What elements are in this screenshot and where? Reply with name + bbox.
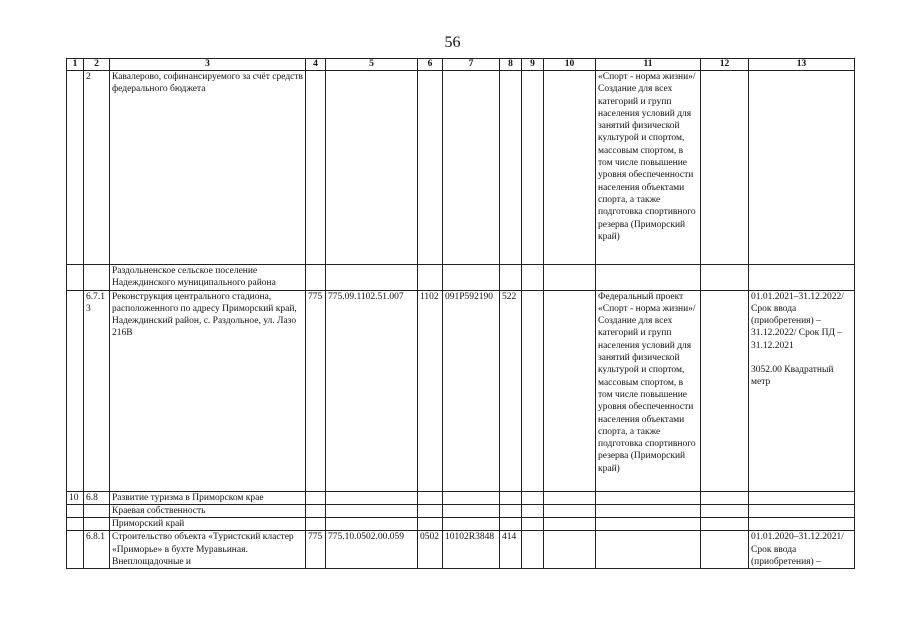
cell-col6 bbox=[418, 265, 443, 291]
cell-code: 2 bbox=[84, 71, 110, 265]
table-row bbox=[67, 71, 855, 265]
cell-dates bbox=[749, 290, 855, 491]
cell-col10 bbox=[544, 71, 596, 265]
table-row bbox=[67, 531, 855, 569]
cell-name: Кавалерово, софинансируемого за счёт средств федерального бюджета bbox=[110, 71, 306, 265]
header-cell: 7 bbox=[443, 59, 500, 71]
header-cell: 12 bbox=[701, 59, 749, 71]
cell-dates: 01.01.2020–31.12.2021/ Срок ввода (приобретения) – bbox=[749, 531, 855, 569]
cell-col7: 091P592190 bbox=[443, 290, 500, 491]
cell-col9 bbox=[522, 504, 544, 517]
table-row bbox=[67, 491, 855, 504]
cell-col8: 414 bbox=[500, 531, 522, 569]
cell-col8 bbox=[500, 504, 522, 517]
cell-col12 bbox=[701, 491, 749, 504]
cell-name: Развитие туризма в Приморском крае bbox=[110, 491, 306, 504]
cell-col9 bbox=[522, 518, 544, 531]
cell-col8 bbox=[500, 71, 522, 265]
cell-name: Раздольненское сельское поселение Надеждинского муниципального района bbox=[110, 265, 306, 291]
cell-col6: 1102 bbox=[418, 290, 443, 491]
cell-col12 bbox=[701, 518, 749, 531]
page-number: 56 bbox=[444, 34, 461, 51]
cell-col7 bbox=[443, 71, 500, 265]
cell-col9 bbox=[522, 491, 544, 504]
cell-col7 bbox=[443, 518, 500, 531]
cell-project bbox=[596, 531, 701, 569]
cell-col5 bbox=[326, 71, 418, 265]
cell-project bbox=[596, 518, 701, 531]
cell-col8 bbox=[500, 491, 522, 504]
cell-num bbox=[67, 71, 84, 265]
header-cell: 5 bbox=[326, 59, 418, 71]
cell-col6: 0502 bbox=[418, 531, 443, 569]
cell-col4 bbox=[306, 504, 326, 517]
cell-col5 bbox=[326, 265, 418, 291]
cell-col12 bbox=[701, 71, 749, 265]
cell-col9 bbox=[522, 265, 544, 291]
header-cell: 6 bbox=[418, 59, 443, 71]
cell-project bbox=[596, 265, 701, 291]
cell-col5 bbox=[326, 504, 418, 517]
cell-name: Строительство объекта «Туристский кластер «Приморье» в бухте Муравьиная. Внеплощадочные и bbox=[110, 531, 306, 569]
cell-col5 bbox=[326, 518, 418, 531]
cell-code: 6.8.1 bbox=[84, 531, 110, 569]
cell-dates bbox=[749, 491, 855, 504]
cell-col10 bbox=[544, 504, 596, 517]
cell-name: Реконструкция центрального стадиона, расположенного по адресу Приморский край, Надеждинский район, с. Раздольное, ул. Лазо 216В bbox=[110, 290, 306, 491]
cell-col12 bbox=[701, 504, 749, 517]
header-cell: 1 bbox=[67, 59, 84, 71]
cell-project bbox=[596, 504, 701, 517]
cell-dates bbox=[749, 71, 855, 265]
cell-col6 bbox=[418, 71, 443, 265]
cell-col10 bbox=[544, 265, 596, 291]
area-text: 3052.00 Квадратный метр bbox=[751, 365, 834, 388]
cell-col12 bbox=[701, 265, 749, 291]
cell-col10 bbox=[544, 290, 596, 491]
cell-col9 bbox=[522, 290, 544, 491]
cell-project: Федеральный проект «Спорт - норма жизни»/Создание для всех категорий и групп населения условий для занятий физической культурой и спортом, массовым спортом, в том числе повышение уровня обеспеченности населения объектами спорта, а также подготовка спортивного резерва (Приморский край) bbox=[596, 290, 701, 491]
cell-col6 bbox=[418, 518, 443, 531]
cell-name: Краевая собственность bbox=[110, 504, 306, 517]
cell-num bbox=[67, 265, 84, 291]
header-cell: 13 bbox=[749, 59, 855, 71]
cell-col9 bbox=[522, 531, 544, 569]
cell-col12 bbox=[701, 290, 749, 491]
cell-col8 bbox=[500, 518, 522, 531]
cell-dates bbox=[749, 518, 855, 531]
cell-project: «Спорт - норма жизни»/Создание для всех категорий и групп населения условий для занятий физической культурой и спортом, массовым спортом, в том числе повышение уровня обеспеченности населения объектами спорта, а также подготовка спортивного резерва (Приморский край) bbox=[596, 71, 701, 265]
cell-col9 bbox=[522, 71, 544, 265]
cell-col7 bbox=[443, 265, 500, 291]
header-cell: 10 bbox=[544, 59, 596, 71]
cell-code: 6.7.1 3 bbox=[84, 290, 110, 491]
cell-num: 10 bbox=[67, 491, 84, 504]
table-row bbox=[67, 265, 855, 291]
header-cell: 9 bbox=[522, 59, 544, 71]
cell-col4: 775 bbox=[306, 290, 326, 491]
cell-dates bbox=[749, 504, 855, 517]
cell-col10 bbox=[544, 518, 596, 531]
cell-num bbox=[67, 504, 84, 517]
cell-col8 bbox=[500, 265, 522, 291]
cell-col4: 775 bbox=[306, 531, 326, 569]
table-row bbox=[67, 504, 855, 517]
cell-col5: 775.09.1102.51.007 bbox=[326, 290, 418, 491]
cell-col7 bbox=[443, 504, 500, 517]
cell-col12 bbox=[701, 531, 749, 569]
cell-num bbox=[67, 518, 84, 531]
cell-num bbox=[67, 531, 84, 569]
cell-col5 bbox=[326, 491, 418, 504]
header-cell: 8 bbox=[500, 59, 522, 71]
cell-code bbox=[84, 518, 110, 531]
cell-col8: 522 bbox=[500, 290, 522, 491]
cell-col7: 10102R3848 bbox=[443, 531, 500, 569]
header-cell: 3 bbox=[110, 59, 306, 71]
cell-project bbox=[596, 491, 701, 504]
cell-name: Приморский край bbox=[110, 518, 306, 531]
cell-col4 bbox=[306, 518, 326, 531]
cell-col5: 775.10.0502.00.059 bbox=[326, 531, 418, 569]
cell-code: 6.8 bbox=[84, 491, 110, 504]
table-row bbox=[67, 290, 855, 491]
cell-col4 bbox=[306, 265, 326, 291]
header-cell: 4 bbox=[306, 59, 326, 71]
cell-col6 bbox=[418, 504, 443, 517]
cell-code bbox=[84, 504, 110, 517]
header-cell: 2 bbox=[84, 59, 110, 71]
cell-col7 bbox=[443, 491, 500, 504]
cell-col10 bbox=[544, 491, 596, 504]
document-table bbox=[66, 58, 855, 569]
header-cell: 11 bbox=[596, 59, 701, 71]
cell-col10 bbox=[544, 531, 596, 569]
cell-code bbox=[84, 265, 110, 291]
table-row bbox=[67, 518, 855, 531]
cell-num bbox=[67, 290, 84, 491]
cell-dates bbox=[749, 265, 855, 291]
cell-col4 bbox=[306, 491, 326, 504]
cell-col6 bbox=[418, 491, 443, 504]
dates-text: 01.01.2021–31.12.2022/ Срок ввода (приобретения) – 31.12.2022/ Срок ПД – 31.12.2021 bbox=[751, 291, 844, 351]
cell-col4 bbox=[306, 71, 326, 265]
header-row bbox=[67, 59, 855, 71]
